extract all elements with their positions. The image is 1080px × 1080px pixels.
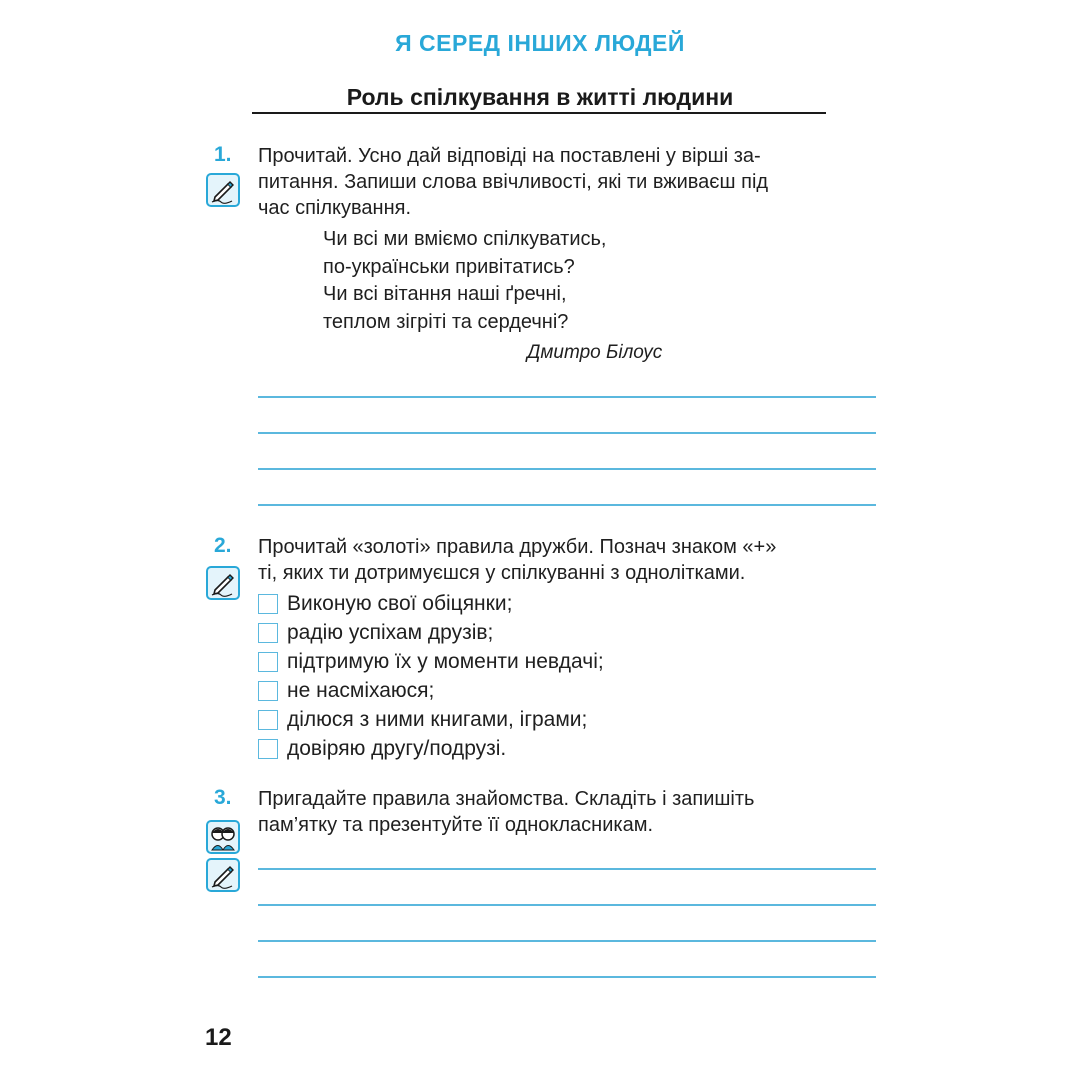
checklist-item[interactable] bbox=[258, 590, 512, 618]
task-3-answer-line[interactable] bbox=[258, 904, 876, 906]
checkbox[interactable] bbox=[258, 594, 278, 614]
task-2-instructions bbox=[258, 534, 876, 586]
task-2-number: 2. bbox=[214, 534, 232, 557]
checklist-item[interactable] bbox=[258, 706, 587, 734]
pencil-write-icon bbox=[206, 858, 240, 892]
poem-author: Дмитро Білоус bbox=[527, 342, 663, 363]
checklist-label: не насміхаюся; bbox=[287, 679, 435, 702]
task-1-line-1: Прочитай. Усно дай відповіді на поставлені у вірші за- bbox=[258, 145, 761, 167]
checkbox[interactable] bbox=[258, 739, 278, 759]
poem-line-3: Чи всі вітання наші ґречні, bbox=[323, 283, 567, 305]
checklist-item[interactable] bbox=[258, 735, 506, 763]
checkbox[interactable] bbox=[258, 652, 278, 672]
task-1-instructions bbox=[258, 143, 876, 221]
poem-line-1: Чи всі ми вміємо спілкуватись, bbox=[323, 228, 607, 250]
pencil-write-icon bbox=[206, 173, 240, 207]
checklist-label: підтримую їх у моменти невдачі; bbox=[287, 650, 604, 673]
task-3-number: 3. bbox=[214, 786, 232, 809]
pencil-write-icon bbox=[206, 566, 240, 600]
lesson-title: Роль спілкування в житті людини bbox=[346, 84, 734, 110]
checkbox[interactable] bbox=[258, 623, 278, 643]
task-1-answer-line[interactable] bbox=[258, 396, 876, 398]
task-1-answer-line[interactable] bbox=[258, 432, 876, 434]
checkbox[interactable] bbox=[258, 681, 278, 701]
checklist-label: ділюся з ними книгами, іграми; bbox=[287, 708, 588, 731]
task-1-answer-line[interactable] bbox=[258, 504, 876, 506]
poem-line-4: теплом зігріті та сердечні? bbox=[323, 310, 569, 333]
checkbox[interactable] bbox=[258, 710, 278, 730]
poem-line-2: по-українськи привітатись? bbox=[323, 255, 575, 278]
task-3-line-1: Пригадайте правила знайомства. Складіть і запишіть bbox=[258, 788, 755, 810]
checklist-label: радію успіхам друзів; bbox=[287, 621, 494, 644]
pair-work-icon bbox=[206, 820, 240, 854]
task-1-line-3: час спілкування. bbox=[258, 197, 412, 219]
task-3-answer-line[interactable] bbox=[258, 868, 876, 870]
task-3-line-2: пам’ятку та презентуйте її однокласникам. bbox=[258, 814, 653, 836]
checklist-label: Виконую свої обіцянки; bbox=[287, 592, 513, 615]
task-3-answer-line[interactable] bbox=[258, 940, 876, 942]
task-3-instructions bbox=[258, 786, 876, 838]
section-title: Я СЕРЕД ІНШИХ ЛЮДЕЙ bbox=[395, 30, 685, 56]
task-1-line-2: питання. Запиши слова ввічливості, які ти вживаєш під bbox=[258, 171, 769, 193]
task-3-answer-line[interactable] bbox=[258, 976, 876, 978]
poem bbox=[323, 226, 606, 336]
checklist-item[interactable] bbox=[258, 677, 434, 705]
checklist-item[interactable] bbox=[258, 648, 604, 676]
checklist-label: довіряю другу/подрузі. bbox=[287, 737, 507, 760]
task-2-line-1: Прочитай «золоті» правила дружби. Познач знаком «+» bbox=[258, 536, 777, 558]
title-underline bbox=[252, 112, 826, 114]
page-number: 12 bbox=[205, 1024, 232, 1051]
task-1-number: 1. bbox=[214, 143, 232, 166]
task-1-answer-line[interactable] bbox=[258, 468, 876, 470]
task-2-line-2: ті, яких ти дотримуєшся у спілкуванні з однолітками. bbox=[258, 562, 746, 584]
checklist-item[interactable] bbox=[258, 619, 493, 647]
